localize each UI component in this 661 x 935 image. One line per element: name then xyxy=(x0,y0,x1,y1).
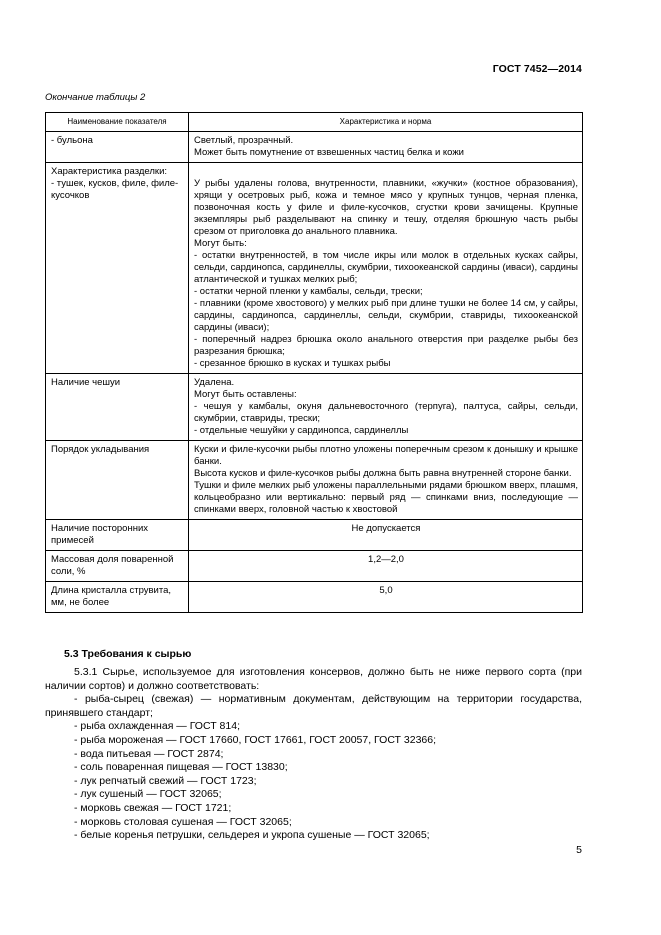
norm-cell xyxy=(189,441,583,520)
norm-text: Может быть помутнение от взвешенных частиц белка и кожи xyxy=(194,147,464,158)
norm-cell xyxy=(189,520,583,551)
norm-text: Высота кусков и филе-кусочков рыбы должна быть равна внутренней стороне банки. xyxy=(194,468,572,479)
list-item: - лук репчатый свежий — ГОСТ 1723; xyxy=(74,774,257,787)
norm-cell xyxy=(189,163,583,374)
norm-text: - отдельные чешуйки у сардинопса, сардинеллы xyxy=(194,425,409,436)
list-item: - морковь столовая сушеная — ГОСТ 32065; xyxy=(74,815,292,828)
norm-text: Могут быть оставлены: xyxy=(194,389,297,400)
norm-text: Не допускается xyxy=(351,523,421,534)
norm-text: 1,2—2,0 xyxy=(368,554,404,565)
table-row xyxy=(46,374,583,441)
norm-text: - чешуя у камбалы, окуня дальневосточного (терпуга), палтуса, сайры, сельди, скумбрии, ставриды, трески; xyxy=(194,401,578,424)
list-item: - рыба охлажденная — ГОСТ 814; xyxy=(74,720,240,733)
section-body xyxy=(45,666,582,843)
norm-text: - срезанное брюшко в кусках и тушках рыбы xyxy=(194,358,391,369)
norm-text: Куски и филе-кусочки рыбы плотно уложены поперечным срезом к донышку и крышке банки. xyxy=(194,444,578,467)
list-item: - рыба мороженая — ГОСТ 17660, ГОСТ 17661, ГОСТ 20057, ГОСТ 32366; xyxy=(74,733,436,746)
norm-cell xyxy=(189,132,583,163)
indicator-text: Наличие чешуи xyxy=(51,377,121,388)
page-number: 5 xyxy=(576,844,582,856)
list-item: - вода питьевая — ГОСТ 2874; xyxy=(74,747,224,760)
indicator-text: - бульона xyxy=(51,135,93,146)
column-header-indicator: Наименование показателя xyxy=(46,113,189,132)
paragraph: 5.3.1 Сырье, используемое для изготовления консервов, должно быть не ниже первого сорта (при наличии сортов) и должно соответствовать: xyxy=(45,666,582,692)
table-row xyxy=(46,132,583,163)
indicator-cell xyxy=(46,132,189,163)
norm-text: - плавники (кроме хвостового) у мелких рыб при длине тушки не более 14 см, у сайры, сардины, сардинопса, сардинеллы, сельди, скумбрии, ставриды, тихоокеанской сардины (иваси); xyxy=(194,298,578,333)
norm-cell xyxy=(189,374,583,441)
indicator-cell xyxy=(46,520,189,551)
table-row xyxy=(46,520,583,551)
table-row xyxy=(46,551,583,582)
norm-text: Светлый, прозрачный. xyxy=(194,135,294,146)
indicator-cell xyxy=(46,551,189,582)
list-item: - морковь свежая — ГОСТ 1721; xyxy=(74,801,232,814)
norm-text: Тушки и филе мелких рыб уложены параллельными рядами брюшком вверх, плашмя, кольцеобразно или вертикально: первый ряд — спинками вниз, последующие — спинками вверх, головной частью к хвостовой xyxy=(194,480,578,515)
norm-text: 5,0 xyxy=(379,585,393,596)
indicator-cell xyxy=(46,582,189,613)
norm-text: Удалена. xyxy=(194,377,235,388)
list-item: - белые коренья петрушки, сельдерея и укропа сушеные — ГОСТ 32065; xyxy=(74,829,430,842)
list-item: - рыба-сырец (свежая) — нормативным документам, действующим на территории государства, принявшего стандарт; xyxy=(45,693,582,719)
norm-text: Могут быть: xyxy=(194,238,247,249)
indicator-text: Наличие посторонних примесей xyxy=(51,523,148,546)
indicator-text: Характеристика разделки: xyxy=(51,166,168,177)
indicator-cell xyxy=(46,441,189,520)
indicator-text: Длина кристалла струвита, мм, не более xyxy=(51,585,172,608)
document-code: ГОСТ 7452—2014 xyxy=(492,63,582,75)
norm-cell xyxy=(189,551,583,582)
norm-text: - остатки внутренностей, в том числе икры или молок в отдельных кусках сайры, сельди, сардинопса, сардинеллы, скумбрии, тихоокеанской сардины (иваси), сардины атлантической и тушках мелких рыб; xyxy=(194,250,578,285)
table-header-row xyxy=(46,113,583,132)
list-item: - соль поваренная пищевая — ГОСТ 13830; xyxy=(74,761,288,774)
indicator-text: Порядок укладывания xyxy=(51,444,150,455)
norm-text: У рыбы удалены голова, внутренности, плавники, «жучки» (костное образования), хрящи у осетровых рыб, кожа и темное мясо у крупных тунцов, черная пленка, позвоночная кость у филе и филе-кусочков, сгустки крови зачищены. Крупные экземпляры рыб разделывают на спинку и тешу, отделяя брюшную часть рыбы срезом от приголовка до анального плавника. xyxy=(194,178,578,237)
norm-text: - поперечный надрез брюшка около анального отверстия при разделке рыбы без разрезания брюшка; xyxy=(194,334,578,357)
indicator-cell xyxy=(46,374,189,441)
indicator-text: - тушек, кусков, филе, филе-кусочков xyxy=(51,178,179,201)
cell-spacer xyxy=(194,166,578,178)
table-row xyxy=(46,163,583,374)
norm-text: - остатки черной пленки у камбалы, сельди, трески; xyxy=(194,286,423,297)
section-heading: 5.3 Требования к сырью xyxy=(64,648,192,660)
table-row xyxy=(46,441,583,520)
column-header-norm: Характеристика и норма xyxy=(189,113,583,132)
indicator-cell xyxy=(46,163,189,374)
indicator-text: Массовая доля поваренной соли, % xyxy=(51,554,174,577)
table-row xyxy=(46,582,583,613)
list-item: - лук сушеный — ГОСТ 32065; xyxy=(74,788,222,801)
table-caption: Окончание таблицы 2 xyxy=(45,92,146,103)
specification-table xyxy=(45,112,583,613)
norm-cell xyxy=(189,582,583,613)
